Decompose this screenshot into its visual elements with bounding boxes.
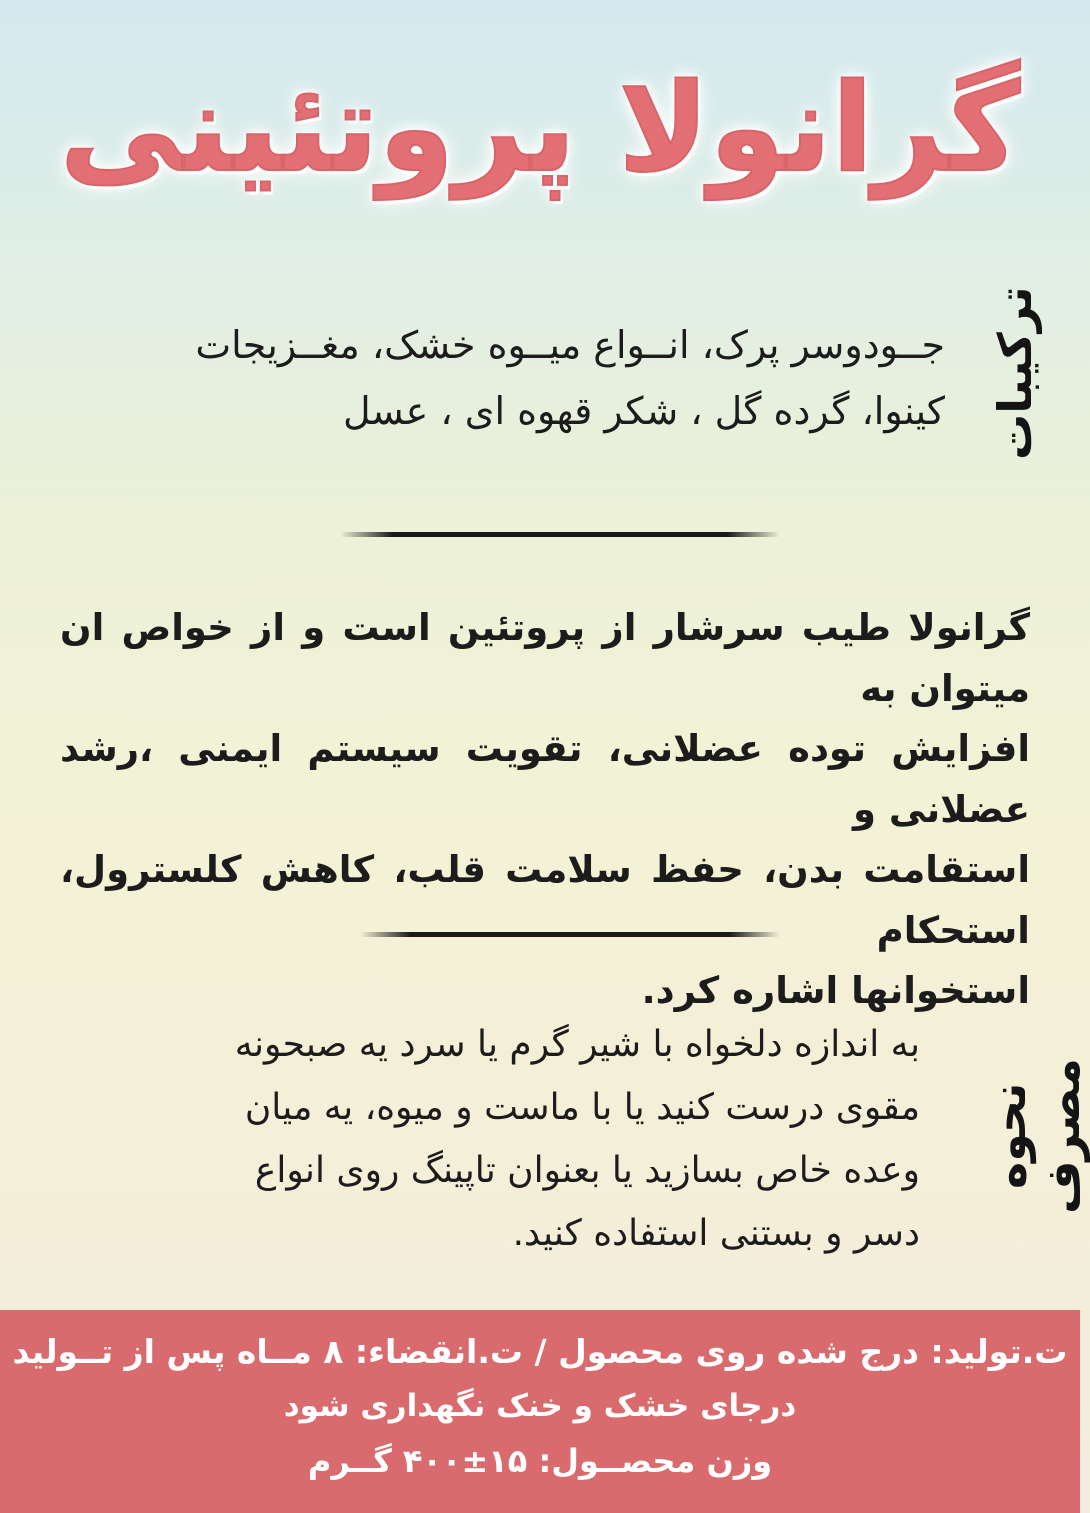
- benefits-line: گرانولا طیب سرشار از پروتئین است و از خواص ان میتوان به: [60, 606, 1030, 710]
- ingredients-label: ترکیبات: [988, 286, 1042, 460]
- ingredients-line: کینوا، گرده گل ، شکر قهوه ای ، عسل: [342, 389, 945, 433]
- usage-label: نحوه مصرف: [982, 1058, 1090, 1214]
- footer-band: [0, 1310, 1080, 1513]
- usage-line: وعده خاص بسازید یا بعنوان تاپینگ روی انواع: [254, 1150, 920, 1191]
- usage-text: [60, 1013, 920, 1265]
- footer-dates: ت.تولید: درج شده روی محصول / ت.انقضاء: ۸ مــاه پس از تــولید: [12, 1332, 1068, 1371]
- usage-line: مقوی درست کنید یا با ماست و میوه، یه میان: [244, 1087, 920, 1128]
- footer-storage: درجای خشک و خنک نگهداری شود: [283, 1388, 797, 1424]
- benefits-line: افزایش توده عضلانی، تقویت سیستم ایمنی ،رشد عضلانی و: [60, 727, 1030, 831]
- ingredients-line: جــودوسر پرک، انــواع میــوه خشک، مغــزیجات: [195, 323, 945, 367]
- benefits-line: استخوانها اشاره کرد.: [641, 969, 1030, 1012]
- benefits-text: [60, 598, 1030, 1022]
- footer-weight: وزن محصــول: ۱۵±۴۰۰ گــرم: [307, 1442, 773, 1480]
- product-title: گرانولا پروتئینی: [59, 57, 1021, 199]
- divider-top: [340, 532, 780, 537]
- usage-line: دسر و بستنی استفاده کنید.: [512, 1213, 920, 1254]
- ingredients-text: [110, 312, 945, 444]
- benefits-line: استقامت بدن، حفظ سلامت قلب، کاهش کلسترول، استحکام: [60, 848, 1030, 952]
- usage-line: به اندازه دلخواه با شیر گرم یا سرد یه صبحونه: [234, 1024, 920, 1065]
- divider-bottom: [360, 932, 780, 937]
